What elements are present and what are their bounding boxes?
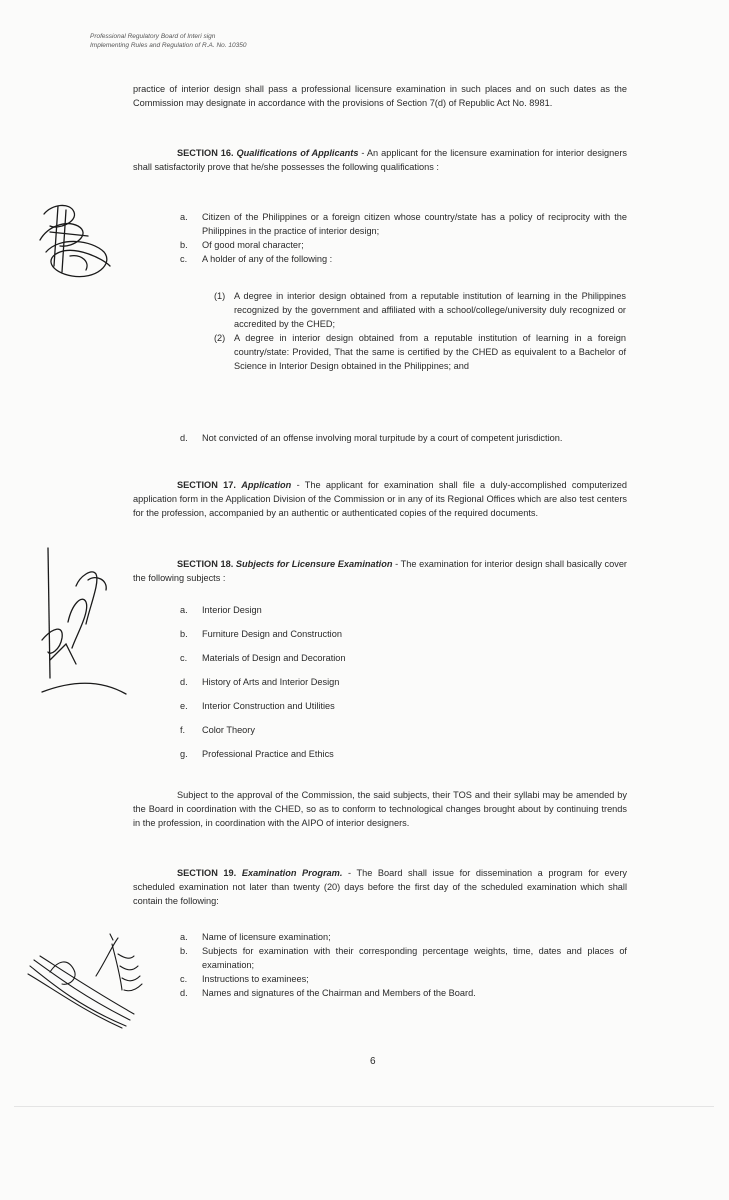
list-item: c. Instructions to examinees;	[180, 974, 309, 984]
section-17-paragraph	[133, 478, 627, 520]
section-18-text: - The examination for interior design shall basically cover the following subjects :	[133, 559, 627, 583]
intro-paragraph: practice of interior design shall pass a professional licensure examination in such places and on such dates as the Commission may designate in accordance with the provisions of Section 7(d) of Republic Act No. 8981.	[133, 84, 627, 108]
section-19-text: - The Board shall issue for dissemination a program for every scheduled examination not later than twenty (20) days before the first day of the scheduled examination which shall contain the following:	[133, 868, 627, 906]
signature-initials-1	[30, 196, 125, 291]
section-19-title: Examination Program.	[241, 868, 343, 878]
page-bottom-edge	[14, 1106, 714, 1107]
section-17-text: - The applicant for examination shall file a duly-accomplished computerized application form in the Application Division of the Commission or in any of its Regional Offices which are also test centers for the profession, accompanied by an authentic or authenticated copies of the required documents.	[133, 480, 628, 518]
section-18-title: Subjects for Licensure Examination	[235, 559, 393, 569]
section-18-subjects-list	[180, 603, 627, 771]
section-19-number: SECTION 19.	[177, 868, 237, 878]
list-item: f. Color Theory	[180, 725, 255, 735]
list-item: e. Interior Construction and Utilities	[180, 701, 335, 711]
list-item: c. Materials of Design and Decoration	[180, 653, 346, 663]
list-item: (1) A degree in interior design obtained from a reputable institution of learning in the Philippines recognized by the government and affiliated with a school/college/university duly recognized or accredited by the CHED;	[214, 291, 626, 329]
list-item: c. A holder of any of the following :	[180, 254, 333, 264]
list-item: d. Not convicted of an offense involving moral turpitude by a court of competent jurisdiction.	[180, 433, 563, 443]
section-16-item-d	[180, 431, 627, 445]
list-item: b. Furniture Design and Construction	[180, 629, 342, 639]
list-item: d. History of Arts and Interior Design	[180, 677, 340, 687]
running-header	[90, 32, 246, 50]
page-number: 6	[370, 1056, 376, 1067]
section-18-closing-paragraph: Subject to the approval of the Commission, the said subjects, their TOS and their syllabi may be amended by the Board in coordination with the CHED, so as to conform to technological changes brought about by continuing trends in the profession, in coordination with the AIPO of interior designers.	[133, 790, 627, 828]
section-19-paragraph	[133, 866, 627, 908]
section-18-number: SECTION 18.	[177, 559, 234, 569]
section-16-text: - An applicant for the licensure examination for interior designers shall satisfactorily prove that he/she possesses the following qualifications :	[133, 148, 627, 172]
list-item: a. Name of licensure examination;	[180, 932, 331, 942]
signature-initials-2	[20, 540, 130, 710]
header-line-1: Professional Regulatory Board of Interi sign	[90, 33, 216, 40]
section-16-title: Qualifications of Applicants	[236, 148, 359, 158]
list-item: a. Citizen of the Philippines or a foreign citizen whose country/state has a policy of reciprocity with the Philippines in the practice of interior design;	[180, 212, 627, 236]
header-line-2: Implementing Rules and Regulation of R.A. No. 10350	[90, 42, 247, 49]
section-16-paragraph	[133, 146, 627, 174]
section-19-program-list	[180, 930, 627, 1000]
list-item: d. Names and signatures of the Chairman and Members of the Board.	[180, 988, 476, 998]
list-item: b. Subjects for examination with their corresponding percentage weights, time, dates and places of examination;	[180, 946, 627, 970]
section-16-qualifications-list	[180, 210, 627, 266]
list-item: (2) A degree in interior design obtained from a reputable institution of learning in a foreign country/state: Provided, That the same is certified by the CHED as equivalent to a Bachelor of Science in Interior Design obtained in the Philippines; and	[214, 333, 626, 371]
section-18-paragraph	[133, 557, 627, 585]
list-item: g. Professional Practice and Ethics	[180, 749, 334, 759]
signature-full	[22, 930, 152, 1030]
section-16-number: SECTION 16.	[177, 148, 234, 158]
list-item: a. Interior Design	[180, 605, 262, 615]
section-16-degree-list	[214, 289, 626, 373]
list-item: b. Of good moral character;	[180, 240, 304, 250]
section-17-number: SECTION 17.	[177, 480, 236, 490]
section-17-title: Application	[241, 480, 292, 490]
